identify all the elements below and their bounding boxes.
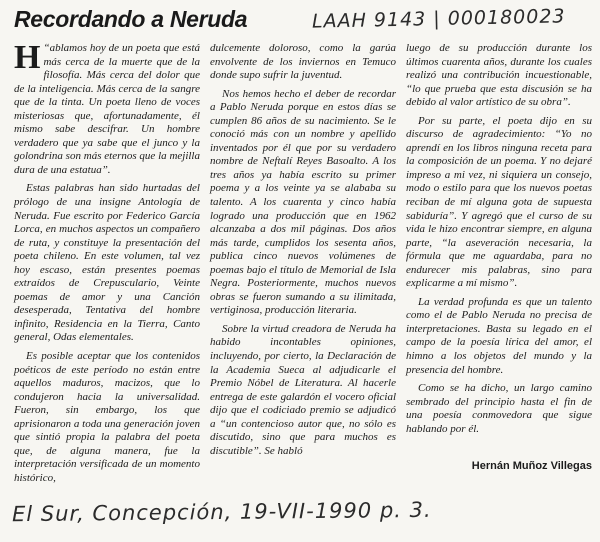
article-paragraph: H “ablamos hoy de un poeta que está más cerca de la muerte que de la filosofía. Más cerca del dolor que de la inteligencia. Más cerca de la sangre que de la tinta. Un poeta lleno de voces misteriosas que, afortunadamente, él mismo sabe descifrar. Un hombre verdadero que ya sabe que el junco y la golondrina son más eternos que la mejilla dura de una estatua”. [14,39,200,176]
handwritten-dateline: El Sur, Concepción, 19-VII-1990 p. 3. [11,497,432,527]
article-paragraph: luego de su producción durante los últimos cuarenta años, durante los cuales realizó una contribución incuestionable, “lo que prueba que esta discusión se ha debido al valor artístico de su obra”. [406,42,592,109]
article-paragraph: Como se ha dicho, un largo camino sembrado del principio hasta el fin de una poesía conmovedora que sigue hablando por él. [406,382,592,435]
article-paragraph: Por su parte, el poeta dijo en su discurso de agradecimiento: “Yo no aprendí en los libros ninguna receta para la composición de un poema. Y no dejaré impreso a mi vez, ni siquiera un consejo, modo o estilo para que los nuevos poetas reciban de mí alguna gota de supuesta sabiduría”. Y agregó que el curso de su vida le hizo encontrar siempre, en alguna parte, “la aseveración necesaria, la fórmula que me aguardaba, para no endurecer mis palabras, sino para explicarme a mí mismo”. [406,114,592,290]
article-paragraph: Estas palabras han sido hurtadas del prólogo de una insigne Antología de Neruda. Fue escrito por Federico García Lorca, en muchos aspectos un compañero de ruta, y constituye la presentación del poeta chileno. En este volumen, tal vez hoy escaso, están presentes poemas extraídos de Crepusculario, Veinte poemas de amor y una Canción desesperada, Tentativa del hombre infinito, Residencia en la Tierra, Canto general, Odas elementales. [14,182,200,344]
drop-cap: H [14,39,41,76]
article-paragraph: Es posible aceptar que los contenidos poéticos de este período no están entre aquellos maduros, macizos, que lo condujeron hacia la universalidad. Fueron, sin embargo, los que aprisionaron a toda una generación joven que sintió propia la palabra del poeta que, de alguna manera, fue la interpretación versificada de un momento histórico, [14,350,200,484]
author-byline: Hernán Muñoz Villegas [471,460,592,472]
article-title: Recordando a Neruda [14,6,248,32]
article-column-2 [210,42,396,463]
article-column-3 [406,42,592,441]
article-paragraph: dulcemente doloroso, como la garúa envolvente de los inviernos en Temuco donde supo sufrir la juventud. [210,42,396,82]
article-paragraph: La verdad profunda es que un talento como el de Pablo Neruda no precisa de interpretaciones. Basta su legado en el campo de la poesía lírica del amor, el himno a los objetos del mundo y la presencia del hombre. [406,295,592,376]
article-column-1 [14,39,200,491]
catalog-handwritten-note: LAAH 9143 | 000180023 [311,5,566,33]
article-paragraph: Nos hemos hecho el deber de recordar a Pablo Neruda porque en estos días se cumplen 86 años de su nacimiento. Se le conoció más con un nombre y apellido inventados por él que por su verdadero nombre de Neftalí Reyes Basoalto. A los tres años ya había escrito su primer poema y a los veinte ya se alababa su talento. A los cuarenta y cinco había logrado una producción que en 1962 alcanzaba a dos mil páginas. Dos años más tarde, cumplidos los sesenta años, publica cinco nuevos volúmenes de poemas bajo el título de Memorial de Isla Negra. Posteriormente, muchos nuevos obras se fueron sumando a su ilimitada, vertiginosa, producción literaria. [210,87,396,317]
article-paragraph: Sobre la virtud creadora de Neruda ha habido incontables opiniones, incluyendo, por cierto, la Declaración de la Academia Sueca al adjudicarle el Premio Nóbel de Literatura. Al hacerle entrega de este galardón el vocero oficial dijo que el codiciado premio se adjudicó a “un contencioso autor que, no sólo es discutido, sino que para muchos es discutible”. Se habló [210,322,396,457]
